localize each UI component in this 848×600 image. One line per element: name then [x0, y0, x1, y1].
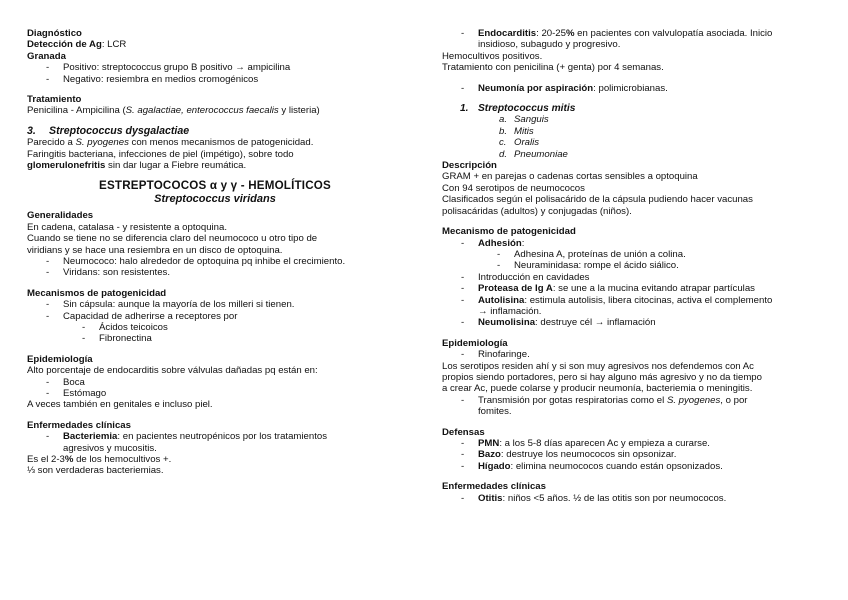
subsection-mitis: 1. Streptococcus mitis [460, 103, 576, 115]
list-item: - PMN: a los 5-8 días aparecen Ac y empieza a curarse. [461, 438, 710, 449]
section-subtitle: Streptococcus viridans [154, 192, 276, 205]
list-item: b. Mitis [499, 125, 534, 137]
epidemiologia-list [27, 377, 403, 400]
list-item: - Boca [46, 376, 85, 388]
heading-tratamiento: Tratamiento [27, 94, 82, 106]
list-item: - Hígado: elimina neumococos cuando están opsonizados. [461, 460, 723, 472]
epidemiologia-text: Alto porcentaje de endocarditis sobre válvulas dañadas pq están en: [27, 365, 318, 377]
heading-descripcion: Descripción [442, 160, 497, 172]
list-item: - Neumonía por aspiración: polimicrobianas. [461, 82, 668, 94]
list-item: - Autolisina: estimula autolisis, libera citocinas, activa el complemento → inflamación. [461, 294, 773, 317]
list-item: a. Sanguis [499, 114, 549, 126]
heading-epidemiologia-right: Epidemiología [442, 337, 508, 349]
list-item: - Estómago [46, 387, 107, 399]
list-item: d. Pneumoniae [499, 148, 568, 160]
list-item: - Neumolisina: destruye cél → inflamación [461, 317, 656, 329]
dysgalactiae-text: Parecido a S. pyogenes con menos mecanismos de patogenicidad. Faringitis bacteriana, infecciones de piel (impétigo), sobre todo glomerulonefritis sin dar lugar a Fiebre reumática. [27, 137, 314, 172]
list-item: - Rinofaringe. [461, 349, 530, 361]
neumonia-list [442, 83, 822, 94]
hemocultivos-text: Hemocultivos positivos. [442, 50, 543, 62]
mecanismo-list [442, 238, 822, 329]
list-item: - Proteasa de Ig A: se une a la mucina evitando atrapar partículas [461, 283, 755, 295]
epidemiologia-text-2: A veces también en genitales e incluso piel. [27, 399, 213, 411]
list-item: - Ácidos teicoicos [82, 321, 168, 333]
section-title: ESTREPTOCOCOS α y γ - HEMOLÍTICOS [99, 179, 331, 193]
list-item: - Sin cápsula: aunque la mayoría de los milleri si tienen. [46, 299, 295, 311]
descripcion-text: GRAM + en parejas o cadenas cortas sensibles a optoquina Con 94 serotipos de neumococos Clasificados según el polisacárido de la cápsula pudiendo hacer vacunas polisacáridas (adultos) y conjugadas (niños). [442, 171, 753, 217]
heading-enfermedades-right: Enfermedades clínicas [442, 481, 546, 493]
list-item: c. Oralis [499, 137, 540, 149]
list-item: - Transmisión por gotas respiratorias como el S. pyogenes, o por fomites. [461, 394, 748, 418]
list-item: - Bazo: destruye los neumococos sin opsonizar. [461, 449, 677, 461]
bacteriemias-text: ⅓ son verdaderas bacteriemias. [27, 465, 164, 477]
heading-epidemiologia: Epidemiología [27, 353, 93, 365]
rinofaringe-list [442, 349, 822, 360]
defensas-list [442, 438, 822, 472]
list-item: - Positivo: streptococcus grupo B positivo → ampicilina [46, 62, 291, 74]
list-item: - Bacteriemia: en pacientes neutropénicos por los tratamientos agresivos y mucositis. [46, 431, 327, 454]
hemocultivos-text: Es el 2-3% de los hemocultivos +. [27, 454, 172, 465]
endocarditis-list [442, 28, 822, 51]
heading-enfermedades: Enfermedades clínicas [27, 419, 131, 431]
epidemiologia-text: Los serotipos residen ahí y si son muy agresivos nos defendemos con Ac propios siendo portadores, pero si hay alguno más agresivo y no da tiempo a crear Ac, puede colarse y producir neumonía, bacteriemia o meningitis. [442, 360, 762, 395]
heading-mecanismo: Mecanismo de patogenicidad [442, 226, 576, 238]
list-item: - Adhesión: [461, 237, 525, 249]
heading-mecanismos: Mecanismos de patogenicidad [27, 287, 167, 299]
heading-defensas: Defensas [442, 426, 485, 438]
heading-diagnostico: Diagnóstico [27, 28, 82, 39]
diag-ag-line: Detección de Ag: LCR [27, 39, 127, 51]
subsection-dysgalactiae: 3. Streptococcus dysgalactiae [27, 124, 190, 137]
tratamiento-text: Penicilina - Ampicilina (S. agalactiae, enterococcus faecalis y listeria) [27, 105, 320, 117]
left-column [27, 28, 403, 477]
generalidades-text: En cadena, catalasa - y resistente a optoquina. Cuando se tiene no se diferencia claro del neumococo u otro tipo de viridians y se hace una resiembra en un disco de optoquina. [27, 221, 318, 256]
list-item: - Adhesina A, proteínas de unión a colina. [497, 248, 686, 260]
list-item: - Neuraminidasa: rompe el ácido siálico. [497, 260, 679, 272]
otitis-list [442, 493, 822, 504]
list-item: - Otitis: niños <5 años. ½ de las otitis son por neumococos. [461, 492, 727, 504]
generalidades-list [27, 256, 403, 279]
mitis-list [442, 114, 822, 160]
list-item: - Introducción en cavidades [461, 271, 590, 283]
list-item: - Neumococo: halo alrededor de optoquina pq inhibe el crecimiento. [46, 255, 346, 267]
list-item: - Viridans: son resistentes. [46, 267, 171, 279]
heading-granada: Granada [27, 50, 66, 62]
granada-list [27, 62, 403, 85]
right-column [442, 28, 822, 504]
transmision-list [442, 395, 822, 418]
list-item: - Endocarditis: 20-25% en pacientes con valvulopatía asociada. Inicio insidioso, subagudo y progresivo. [461, 28, 773, 51]
list-item: - Negativo: resiembra en medios cromogénicos [46, 73, 259, 85]
enfermedades-list [27, 431, 403, 454]
tratamiento-text: Tratamiento con penicilina (+ genta) por 4 semanas. [442, 62, 664, 74]
list-item: - Capacidad de adherirse a receptores por [46, 310, 238, 322]
list-item: - Fibronectina [82, 333, 152, 345]
mecanismos-list [27, 299, 403, 345]
heading-generalidades: Generalidades [27, 210, 94, 222]
